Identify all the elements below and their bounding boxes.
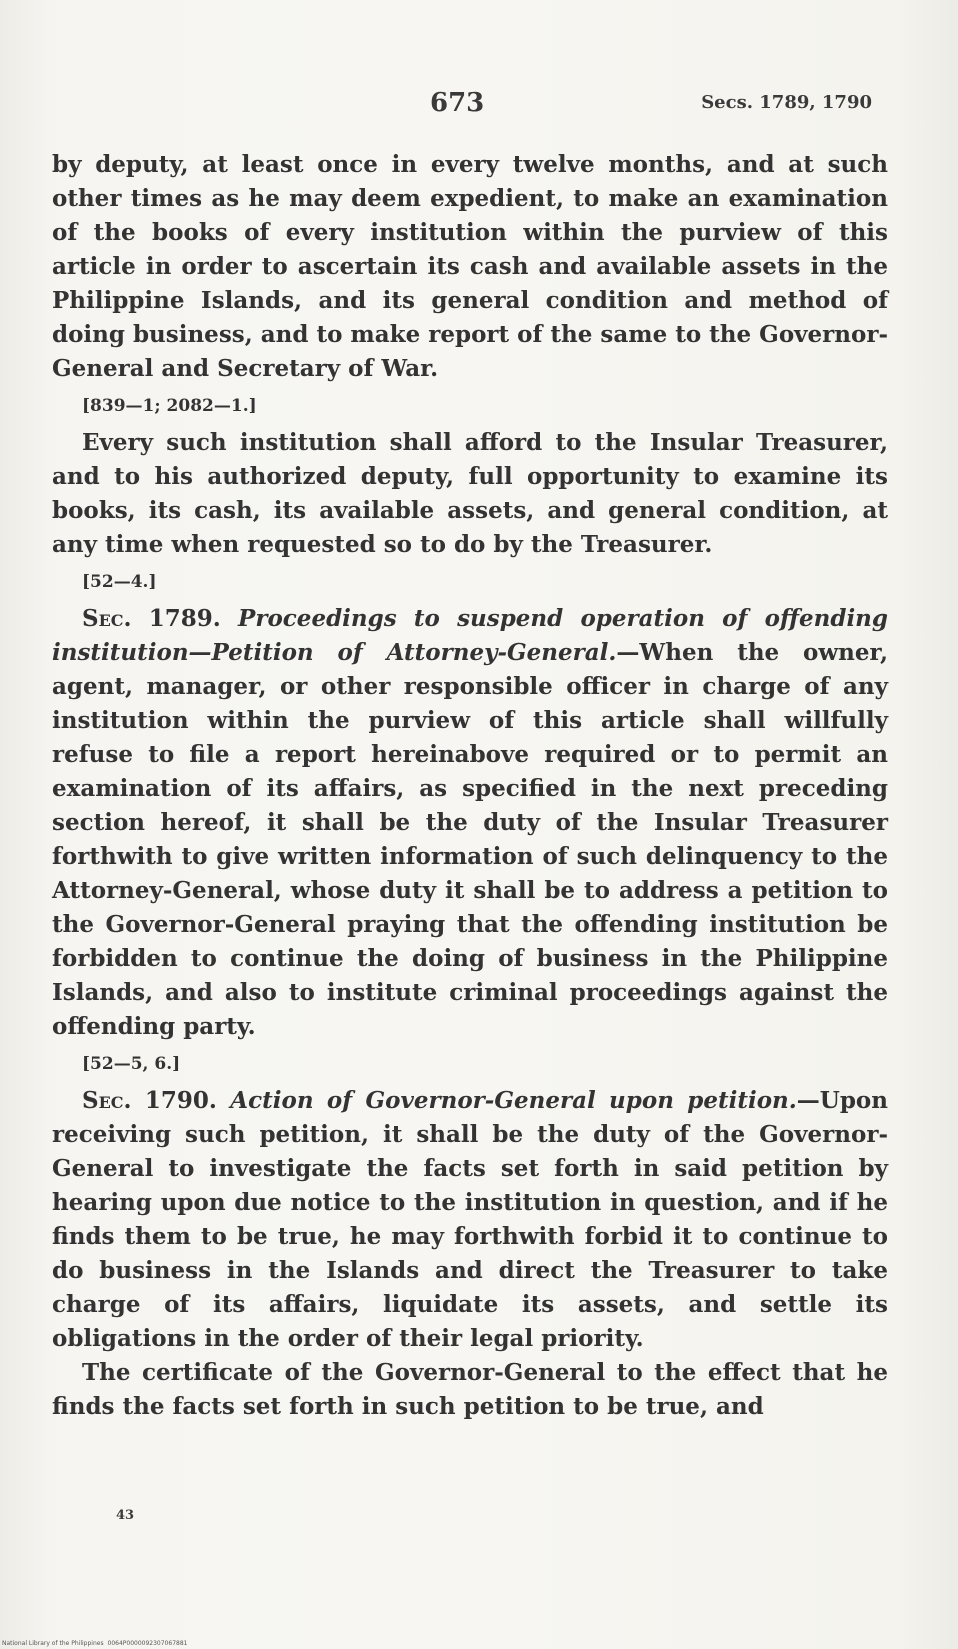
paragraph-continued: by deputy, at least once in every twelve months, and at such other times as he may deem expedient, to make an examination of the books of every institution within the purview of this article in order to ascertain its cash and available assets in the Philippine Islands, and its general condition and method of doing business, and to make report of the same to the Governor-General and Secretary of War. bbox=[52, 151, 888, 382]
section-label: Sec. 1790. bbox=[82, 1087, 217, 1114]
scan-footer bbox=[0, 1639, 958, 1649]
section-text: —Upon receiving such petition, it shall be the duty of the Governor-General to investigate the facts set forth in said petition by hearing upon due notice to the institution in question, and if he finds them to be true, he may forthwith forbid it to continue to do business in the Islands and direct the Treasurer to take charge of its affairs, liquidate its assets, and settle its obligations in the order of their legal priority. bbox=[52, 1087, 888, 1352]
signature-mark: 43 bbox=[116, 1508, 135, 1523]
page-number: 673 bbox=[430, 88, 485, 118]
section-1789 bbox=[52, 602, 888, 1044]
section-1790 bbox=[52, 1084, 888, 1356]
citation: [52—5, 6.] bbox=[82, 1054, 181, 1074]
citation: [839—1; 2082—1.] bbox=[82, 396, 257, 416]
section-reference: Secs. 1789, 1790 bbox=[701, 92, 872, 113]
paragraph: Every such institution shall afford to the Insular Treasurer, and to his authorized deputy, full opportunity to examine its books, its cash, its available assets, and general condition, at any time when requested so to do by the Treasurer. bbox=[52, 429, 888, 558]
page-header bbox=[0, 88, 958, 124]
section-text: —When the owner, agent, manager, or other responsible officer in charge of any institution within the purview of this article shall willfully refuse to file a report hereinabove required or to permit an examination of its affairs, as specified in the next preceding section hereof, it shall be the duty of the Insular Treasurer forthwith to give written information of such delinquency to the Attorney-General, whose duty it shall be to address a petition to the Governor-General praying that the offending institution be forbidden to continue the doing of business in the Philippine Islands, and also to institute criminal proceedings against the offending party. bbox=[52, 639, 888, 1040]
body-text bbox=[52, 148, 888, 1424]
scan-code: 0064P0000092307067881 bbox=[107, 1640, 188, 1647]
paragraph: The certificate of the Governor-General to the effect that he finds the facts set forth in such petition to be true, and bbox=[52, 1359, 888, 1420]
section-catchline: Proceedings to suspend operation of offending institution—Petition of Attorney-General. bbox=[52, 605, 888, 666]
library-credit: National Library of the Philippines bbox=[2, 1640, 104, 1647]
citation: [52—4.] bbox=[82, 572, 157, 592]
section-catchline: Action of Governor-General upon petition. bbox=[230, 1087, 797, 1114]
section-label: Sec. 1789. bbox=[82, 605, 221, 632]
